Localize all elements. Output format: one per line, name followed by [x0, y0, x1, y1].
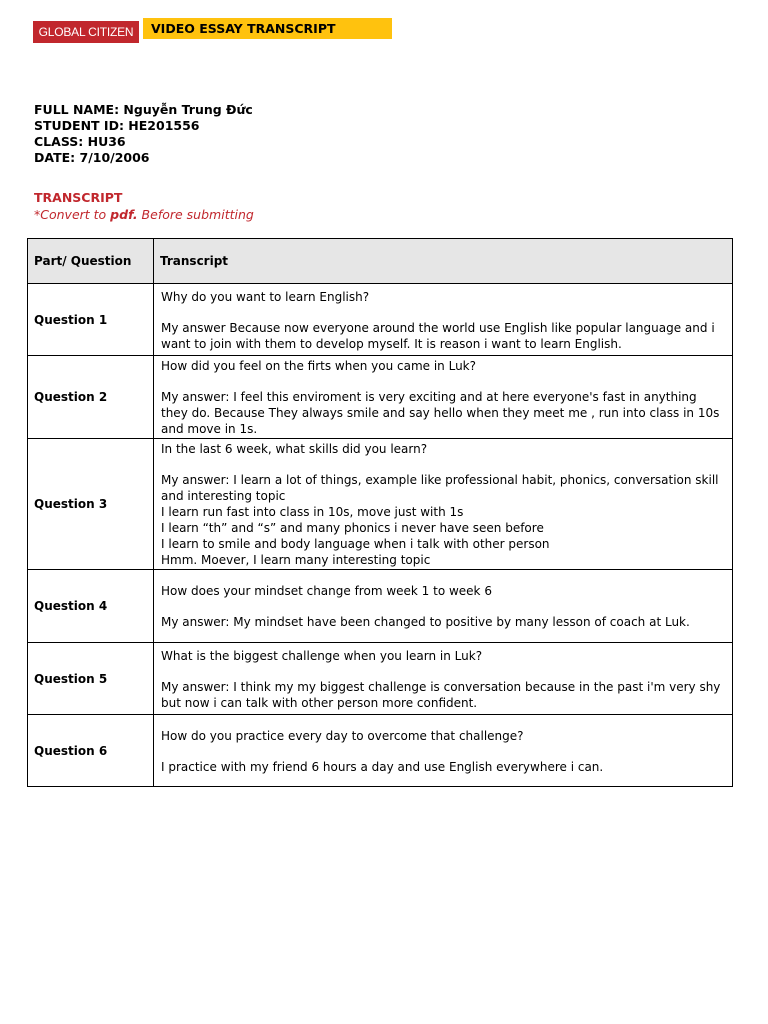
header-part-question: Part/ Question	[28, 239, 154, 284]
table-row	[28, 570, 733, 643]
submission-note	[34, 207, 254, 222]
note-suffix: Before submitting	[137, 207, 254, 222]
question-label: Question 2	[28, 356, 154, 439]
transcript-cell	[154, 439, 733, 570]
full-name: FULL NAME: Nguyễn Trung Đức	[34, 102, 253, 117]
student-info	[34, 102, 253, 166]
student-id: STUDENT ID: HE201556	[34, 118, 200, 133]
question-label: Question 3	[28, 439, 154, 570]
question-text: Why do you want to learn English?	[161, 289, 370, 304]
question-label: Question 6	[28, 715, 154, 787]
question-text: How did you feel on the firts when you came in Luk?	[161, 359, 476, 373]
answer-text: My answer: I learn a lot of things, example like professional habit, phonics, conversation skill and interesting topic	[161, 473, 719, 503]
note-bold: pdf.	[110, 207, 138, 222]
class: CLASS: HU36	[34, 134, 126, 149]
table-header-row	[28, 239, 733, 284]
question-label: Question 1	[28, 284, 154, 356]
transcript-cell	[154, 715, 733, 787]
answer-text: My answer: I think my my biggest challenge is conversation because in the past i'm very shy but now i can talk with other person more confident.	[161, 679, 721, 710]
answer-text: My answer Because now everyone around the world use English like popular language and i want to join with them to develop myself. It is reason i want to learn English.	[161, 320, 715, 351]
brand-tag: GLOBAL CITIZEN	[33, 21, 139, 43]
answer-text: My answer: I feel this enviroment is very exciting and at here everyone's fast in anything they do. Because They always smile and say hello when they meet me , run into class in 10s and move in 1s.	[161, 390, 720, 436]
table-row	[28, 284, 733, 356]
note-prefix: *Convert to	[34, 207, 111, 222]
table-row	[28, 643, 733, 715]
question-text: In the last 6 week, what skills did you learn?	[161, 442, 428, 456]
question-label: Question 5	[28, 643, 154, 715]
transcript-cell	[154, 356, 733, 439]
answer-text: My answer: My mindset have been changed to positive by many lesson of coach at Luk.	[161, 615, 690, 629]
answer-text: I learn “th” and “s” and many phonics i never have seen before	[161, 521, 544, 535]
question-label: Question 4	[28, 570, 154, 643]
table-row	[28, 356, 733, 439]
answer-text: I practice with my friend 6 hours a day and use English everywhere i can.	[161, 759, 604, 774]
transcript-cell	[154, 570, 733, 643]
question-text: What is the biggest challenge when you learn in Luk?	[161, 648, 483, 663]
transcript-heading: TRANSCRIPT	[34, 190, 123, 205]
answer-text: I learn run fast into class in 10s, move just with 1s	[161, 505, 464, 519]
answer-text: I learn to smile and body language when i talk with other person	[161, 537, 550, 551]
transcript-table	[27, 238, 733, 787]
answer-text: Hmm. Moever, I learn many interesting topic	[161, 553, 431, 567]
document-title: VIDEO ESSAY TRANSCRIPT	[143, 18, 392, 39]
table-row	[28, 715, 733, 787]
transcript-cell	[154, 284, 733, 356]
table-row	[28, 439, 733, 570]
header-transcript: Transcript	[154, 239, 733, 284]
question-text: How do you practice every day to overcome that challenge?	[161, 728, 524, 743]
transcript-cell	[154, 643, 733, 715]
date: DATE: 7/10/2006	[34, 150, 150, 165]
question-text: How does your mindset change from week 1 to week 6	[161, 584, 492, 598]
